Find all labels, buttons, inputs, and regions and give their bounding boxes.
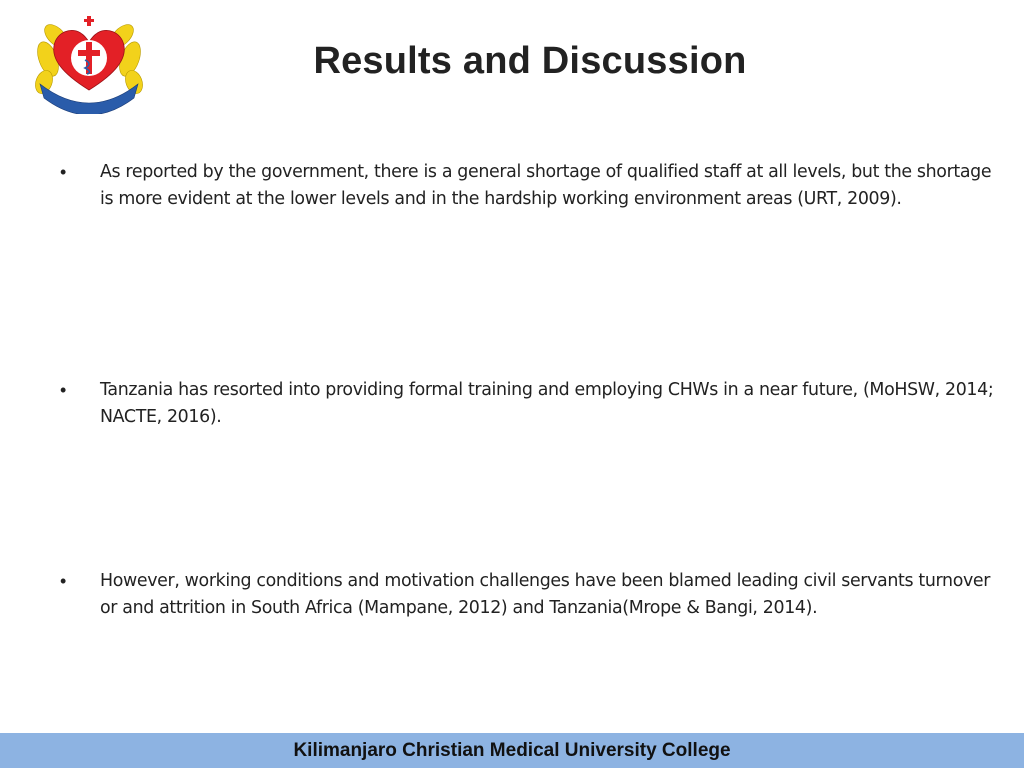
- bullet-marker: •: [60, 571, 67, 591]
- bullet-text: Tanzania has resorted into providing formal training and employing CHWs in a near future, (MoHSW, 2014; NACTE, 2016).: [100, 380, 994, 427]
- bullet-marker: •: [60, 380, 67, 400]
- bullet-item: [60, 159, 1000, 213]
- bullet-text: However, working conditions and motivation challenges have been blamed leading civil servants turnover or and attrition in South Africa (Mampane, 2012) and Tanzania(Mrope & Bangi, 2014).: [100, 571, 991, 618]
- footer-bar: [0, 733, 1024, 768]
- footer-institution-name: Kilimanjaro Christian Medical University College: [293, 740, 731, 761]
- bullet-marker: •: [60, 162, 67, 182]
- bullet-text: As reported by the government, there is a general shortage of qualified staff at all levels, but the shortage is more evident at the lower levels and in the hardship working environment areas (URT, 2009).: [100, 162, 992, 209]
- bullet-item: [60, 568, 1000, 622]
- bullet-item: [60, 377, 1000, 431]
- slide-title: Results and Discussion: [313, 40, 747, 82]
